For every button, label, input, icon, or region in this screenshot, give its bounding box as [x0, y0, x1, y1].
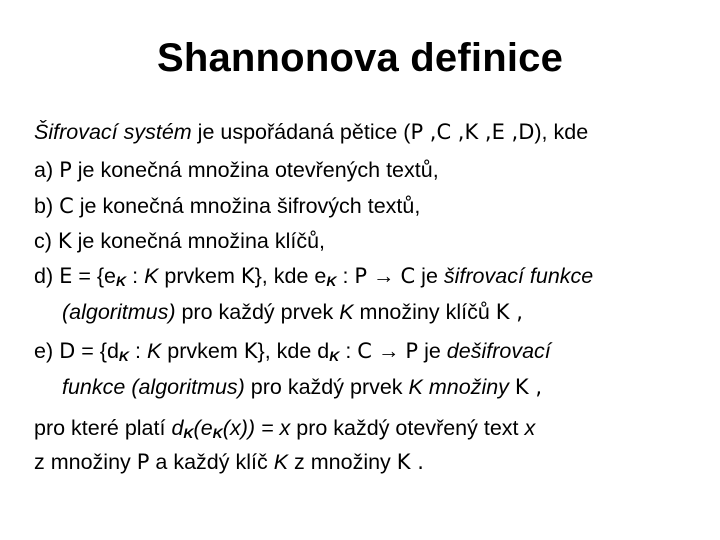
item-d-eq: = {e	[72, 264, 117, 288]
symbol-K: K	[240, 264, 255, 288]
item-e-prvkem: prvkem	[161, 339, 244, 363]
item-e2-text: pro každý prvek	[244, 375, 409, 399]
condition-text: pro které platí	[34, 416, 172, 440]
item-d	[34, 266, 593, 288]
symbol-P: P	[59, 158, 72, 182]
subscript-K: K	[326, 273, 337, 289]
term-decryption: dešifrovací	[446, 339, 551, 363]
item-e-prefix: e)	[34, 339, 60, 363]
condition-line-2	[34, 452, 424, 474]
term-cipher-system: Šifrovací systém	[34, 120, 192, 144]
variable-K: K	[146, 339, 162, 363]
subscript-K: K	[116, 273, 127, 289]
subscript-K: K	[212, 425, 223, 441]
item-e-je: je	[418, 339, 447, 363]
item-e-eq: = {d	[75, 339, 119, 363]
symbol-P: P	[354, 264, 368, 288]
condition-equation: (x)) = x	[222, 416, 291, 440]
item-d-colon: :	[126, 264, 145, 288]
intro-text: je uspořádaná pětice (	[191, 120, 411, 144]
item-e2-italic2: množiny	[422, 375, 515, 399]
definition-intro	[34, 122, 588, 144]
term-function-algorithm: funkce (algoritmus)	[62, 375, 245, 399]
term-algorithm: (algoritmus)	[62, 300, 176, 324]
symbol-C: C	[400, 264, 416, 288]
item-a	[34, 160, 439, 182]
symbol-C: C	[59, 194, 74, 218]
symbol-D: D	[59, 339, 76, 363]
variable-K: K	[408, 375, 423, 399]
variable-x: x	[524, 416, 536, 440]
subscript-K: K	[329, 348, 340, 364]
item-b-text: je konečná množina šifrových textů,	[73, 194, 421, 218]
arrow-icon: →	[371, 339, 406, 363]
item-d-je: je	[415, 264, 444, 288]
symbol-K: K ,	[495, 300, 523, 324]
tuple-symbols: P ,C ,K ,E ,D	[410, 120, 535, 144]
item-e-map: :	[339, 339, 358, 363]
item-d2-text: pro každý prvek	[175, 300, 340, 324]
symbol-P: P	[405, 339, 419, 363]
item-d-continuation	[62, 302, 523, 324]
variable-K: K	[273, 450, 289, 474]
item-c-text: je konečná množina klíčů,	[71, 229, 326, 253]
symbol-E: E	[59, 264, 73, 288]
item-c-prefix: c)	[34, 229, 58, 253]
item-b-prefix: b)	[34, 194, 60, 218]
symbol-K: K .	[396, 450, 424, 474]
symbol-C: C	[357, 339, 372, 363]
subscript-K: K	[118, 348, 130, 364]
variable-K: K	[339, 300, 354, 324]
item-a-prefix: a)	[34, 158, 60, 182]
item-e-kde: }, kde d	[257, 339, 330, 363]
item-c	[34, 231, 325, 253]
item-e-colon: :	[129, 339, 147, 363]
function-d: d	[171, 416, 184, 440]
item-d-kde: }, kde e	[254, 264, 327, 288]
item-e	[34, 341, 551, 363]
intro-tail: ), kde	[534, 120, 589, 144]
item-d-map: :	[336, 264, 355, 288]
condition-g-text2: a každý klíč	[149, 450, 274, 474]
term-encryption-function: šifrovací funkce	[443, 264, 594, 288]
item-d2-text2: množiny klíčů	[353, 300, 496, 324]
condition-text2: pro každý otevřený text	[290, 416, 525, 440]
symbol-K: K ,	[514, 375, 543, 399]
symbol-P: P	[136, 450, 150, 474]
item-e-continuation	[62, 377, 542, 399]
item-b	[34, 196, 420, 218]
function-e-open: (e	[193, 416, 213, 440]
item-d-prefix: d)	[34, 264, 60, 288]
subscript-K: K	[183, 425, 194, 441]
symbol-K: K	[57, 229, 72, 253]
condition-line	[34, 418, 535, 440]
page-title: Shannonova definice	[156, 36, 564, 80]
item-d-prvkem: prvkem	[158, 264, 241, 288]
arrow-icon: →	[367, 264, 401, 288]
condition-g-text: z množiny	[34, 450, 137, 474]
item-a-text: je konečná množina otevřených textů,	[71, 158, 439, 182]
variable-K: K	[144, 264, 159, 288]
condition-g-text3: z množiny	[288, 450, 397, 474]
symbol-K: K	[243, 339, 258, 363]
